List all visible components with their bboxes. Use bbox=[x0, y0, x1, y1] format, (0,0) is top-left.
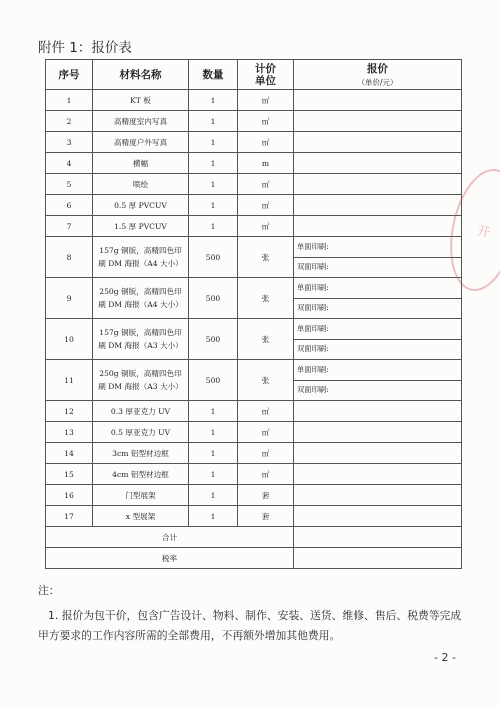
cell-price[interactable] bbox=[294, 485, 462, 506]
cell-seq: 6 bbox=[46, 195, 93, 216]
tax-row bbox=[46, 548, 462, 569]
cell-double-print[interactable]: 双面印刷: bbox=[294, 298, 462, 319]
total-row bbox=[46, 527, 462, 548]
cell-double-print[interactable]: 双面印刷: bbox=[294, 339, 462, 360]
cell-unit: ㎡ bbox=[238, 90, 294, 111]
cell-seq: 1 bbox=[46, 90, 93, 111]
cell-qty: 1 bbox=[189, 216, 238, 237]
cell-price[interactable] bbox=[294, 401, 462, 422]
table-row bbox=[46, 174, 462, 195]
attachment-title: 附件 1：报价表 bbox=[38, 40, 132, 56]
cell-single-print[interactable]: 单面印刷: bbox=[294, 360, 462, 381]
cell-seq: 4 bbox=[46, 153, 93, 174]
cell-seq: 15 bbox=[46, 464, 93, 485]
cell-unit: 张 bbox=[238, 237, 294, 278]
cell-qty: 1 bbox=[189, 464, 238, 485]
cell-unit: ㎡ bbox=[238, 132, 294, 153]
tax-value[interactable] bbox=[294, 548, 462, 569]
cell-qty: 500 bbox=[189, 278, 238, 319]
cell-price[interactable] bbox=[294, 111, 462, 132]
cell-name: 0.5 厚 PVCUV bbox=[93, 195, 189, 216]
cell-unit: 张 bbox=[238, 360, 294, 401]
cell-qty: 1 bbox=[189, 443, 238, 464]
cell-double-print[interactable]: 双面印刷: bbox=[294, 257, 462, 278]
cell-seq: 13 bbox=[46, 422, 93, 443]
cell-seq: 7 bbox=[46, 216, 93, 237]
stamp-text: 开 bbox=[475, 223, 492, 241]
cell-name: 157g 铜版，高精四色印刷 DM 海报（A3 大小） bbox=[93, 319, 189, 360]
cell-price[interactable] bbox=[294, 195, 462, 216]
cell-qty: 1 bbox=[189, 195, 238, 216]
cell-price[interactable] bbox=[294, 506, 462, 527]
header-unit bbox=[238, 60, 294, 90]
cell-seq: 8 bbox=[46, 237, 93, 278]
table-row bbox=[46, 216, 462, 237]
cell-single-print[interactable]: 单面印刷: bbox=[294, 237, 462, 258]
header-price-sub: （单价/元） bbox=[357, 78, 398, 87]
header-price bbox=[294, 60, 462, 90]
quotation-table bbox=[45, 59, 462, 569]
cell-seq: 10 bbox=[46, 319, 93, 360]
cell-qty: 1 bbox=[189, 111, 238, 132]
cell-seq: 5 bbox=[46, 174, 93, 195]
cell-seq: 17 bbox=[46, 506, 93, 527]
header-qty: 数量 bbox=[189, 60, 238, 90]
cell-unit: ㎡ bbox=[238, 401, 294, 422]
table-row bbox=[46, 443, 462, 464]
table-row bbox=[46, 464, 462, 485]
cell-price[interactable] bbox=[294, 443, 462, 464]
header-seq: 序号 bbox=[46, 60, 93, 90]
cell-unit: 套 bbox=[238, 485, 294, 506]
cell-qty: 1 bbox=[189, 174, 238, 195]
cell-price[interactable] bbox=[294, 132, 462, 153]
cell-qty: 1 bbox=[189, 153, 238, 174]
cell-qty: 1 bbox=[189, 401, 238, 422]
tax-label: 税率 bbox=[46, 548, 294, 569]
cell-qty: 500 bbox=[189, 319, 238, 360]
cell-name: 3cm 铝型材边框 bbox=[93, 443, 189, 464]
cell-name: 横幅 bbox=[93, 153, 189, 174]
table-row bbox=[46, 360, 462, 381]
cell-unit: ㎡ bbox=[238, 422, 294, 443]
note-item-1: 1. 报价为包干价，包含广告设计、物料、制作、安装、送货、维修、售后、税费等完成甲方要求的工作内容所需的全部费用，不再额外增加其他费用。 bbox=[38, 609, 462, 642]
table-row bbox=[46, 132, 462, 153]
cell-qty: 1 bbox=[189, 90, 238, 111]
cell-name: x 型展架 bbox=[93, 506, 189, 527]
table-row bbox=[46, 90, 462, 111]
cell-qty: 500 bbox=[189, 360, 238, 401]
cell-price[interactable] bbox=[294, 90, 462, 111]
cell-qty: 1 bbox=[189, 132, 238, 153]
cell-unit: ㎡ bbox=[238, 195, 294, 216]
page-number: - 2 - bbox=[434, 651, 456, 664]
cell-name: 250g 铜版，高精四色印刷 DM 海报（A3 大小） bbox=[93, 360, 189, 401]
cell-qty: 1 bbox=[189, 485, 238, 506]
cell-unit: m bbox=[238, 153, 294, 174]
cell-name: 4cm 铝型材边框 bbox=[93, 464, 189, 485]
cell-name: 门型展架 bbox=[93, 485, 189, 506]
cell-unit: 张 bbox=[238, 319, 294, 360]
table-body bbox=[46, 90, 462, 527]
cell-unit: ㎡ bbox=[238, 443, 294, 464]
table-row bbox=[46, 278, 462, 299]
cell-qty: 1 bbox=[189, 506, 238, 527]
cell-seq: 3 bbox=[46, 132, 93, 153]
cell-price[interactable] bbox=[294, 422, 462, 443]
cell-double-print[interactable]: 双面印刷: bbox=[294, 380, 462, 401]
table-row bbox=[46, 506, 462, 527]
header-name: 材料名称 bbox=[93, 60, 189, 90]
cell-single-print[interactable]: 单面印刷: bbox=[294, 278, 462, 299]
table-row bbox=[46, 111, 462, 132]
cell-name: 喷绘 bbox=[93, 174, 189, 195]
cell-price[interactable] bbox=[294, 464, 462, 485]
header-row bbox=[46, 60, 462, 90]
cell-name: 157g 铜版，高精四色印刷 DM 海报（A4 大小） bbox=[93, 237, 189, 278]
cell-name: 0.5 厚亚克力 UV bbox=[93, 422, 189, 443]
table-row bbox=[46, 153, 462, 174]
cell-unit: ㎡ bbox=[238, 111, 294, 132]
table-row bbox=[46, 422, 462, 443]
table-row bbox=[46, 195, 462, 216]
cell-unit: 张 bbox=[238, 278, 294, 319]
cell-unit: 套 bbox=[238, 506, 294, 527]
header-price-label: 报价 bbox=[367, 63, 388, 75]
table-row bbox=[46, 237, 462, 258]
total-label: 合计 bbox=[46, 527, 294, 548]
cell-price[interactable] bbox=[294, 216, 462, 237]
cell-single-print[interactable]: 单面印刷: bbox=[294, 319, 462, 340]
cell-name: 0.3 厚亚克力 UV bbox=[93, 401, 189, 422]
cell-price[interactable] bbox=[294, 174, 462, 195]
cell-name: 高精度户外写真 bbox=[93, 132, 189, 153]
cell-name: 1.5 厚 PVCUV bbox=[93, 216, 189, 237]
cell-seq: 2 bbox=[46, 111, 93, 132]
cell-qty: 500 bbox=[189, 237, 238, 278]
cell-seq: 12 bbox=[46, 401, 93, 422]
cell-name: 250g 铜版，高精四色印刷 DM 海报（A4 大小） bbox=[93, 278, 189, 319]
cell-price[interactable] bbox=[294, 153, 462, 174]
cell-name: KT 板 bbox=[93, 90, 189, 111]
total-value[interactable] bbox=[294, 527, 462, 548]
cell-unit: ㎡ bbox=[238, 174, 294, 195]
table-row bbox=[46, 319, 462, 340]
cell-seq: 11 bbox=[46, 360, 93, 401]
cell-seq: 14 bbox=[46, 443, 93, 464]
cell-name: 高精度室内写真 bbox=[93, 111, 189, 132]
cell-seq: 9 bbox=[46, 278, 93, 319]
cell-unit: ㎡ bbox=[238, 216, 294, 237]
cell-unit: ㎡ bbox=[238, 464, 294, 485]
table-row bbox=[46, 401, 462, 422]
notes-label: 注： bbox=[38, 584, 60, 597]
cell-qty: 1 bbox=[189, 422, 238, 443]
header-unit-text: 计价单位 bbox=[255, 62, 276, 87]
table-row bbox=[46, 485, 462, 506]
notes-section bbox=[38, 583, 468, 646]
cell-seq: 16 bbox=[46, 485, 93, 506]
